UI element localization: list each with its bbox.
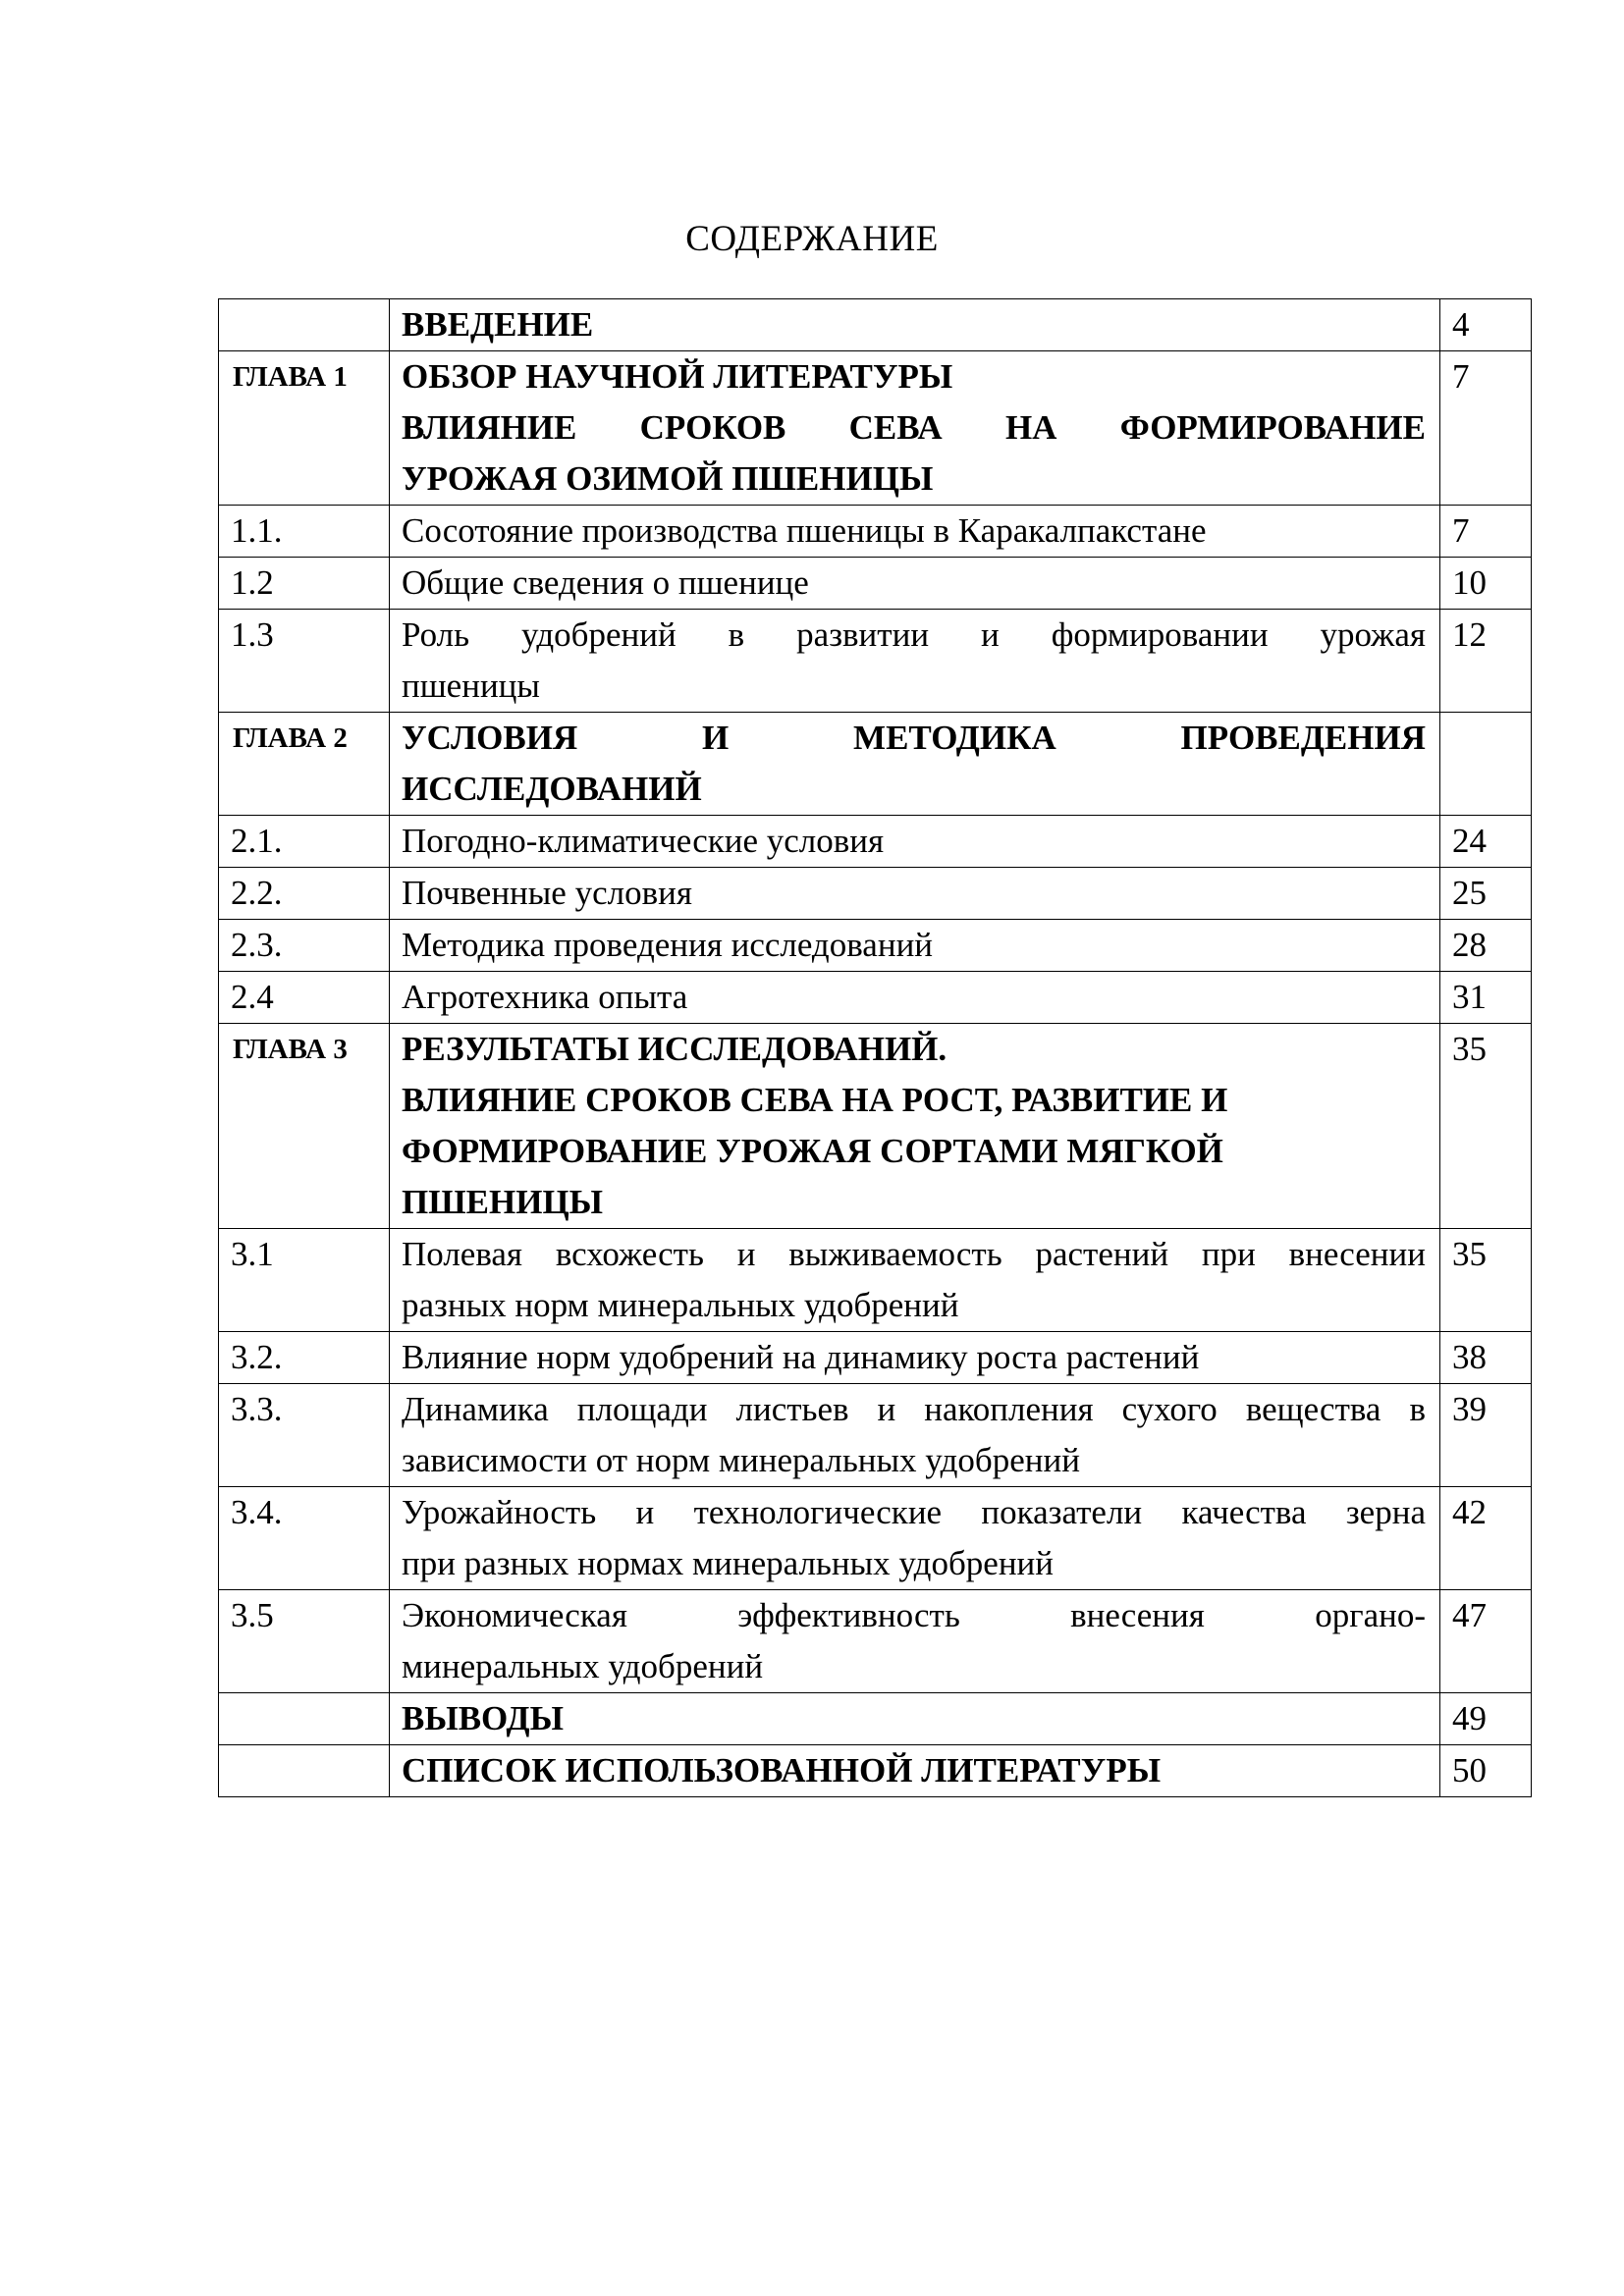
toc-row	[219, 558, 1532, 610]
toc-row-page: 10	[1440, 558, 1532, 610]
toc-row-number: 1.1.	[219, 506, 390, 558]
toc-row	[219, 1693, 1532, 1745]
toc-row	[219, 972, 1532, 1024]
toc-row-title	[390, 558, 1440, 610]
toc-row	[219, 1745, 1532, 1797]
toc-title-line: ВЛИЯНИЕ СРОКОВ СЕВА НА РОСТ, РАЗВИТИЕ И	[402, 1081, 1228, 1119]
toc-title-line: минеральных удобрений	[402, 1647, 764, 1685]
page-title: СОДЕРЖАНИЕ	[685, 219, 939, 259]
toc-row-number: 3.2.	[219, 1332, 390, 1384]
toc-row-page: 49	[1440, 1693, 1532, 1745]
toc-title-line: УСЛОВИЯ И МЕТОДИКА ПРОВЕДЕНИЯ	[402, 719, 1426, 757]
toc-row-title	[390, 1590, 1440, 1693]
toc-title-line: Почвенные условия	[402, 874, 692, 912]
toc-title-line: СПИСОК ИСПОЛЬЗОВАННОЙ ЛИТЕРАТУРЫ	[402, 1751, 1162, 1789]
toc-row-number: 1.3	[219, 610, 390, 713]
toc-title-line: Общие сведения о пшенице	[402, 563, 809, 602]
toc-title-line: Экономическая эффективность внесения органо-	[402, 1596, 1426, 1634]
toc-row-title	[390, 1745, 1440, 1797]
toc-row-title	[390, 1487, 1440, 1590]
toc-title-line: пшеницы	[402, 667, 540, 705]
toc-title-line: Роль удобрений в развитии и формировании урожая	[402, 615, 1426, 654]
toc-row-title	[390, 868, 1440, 920]
toc-row-page: 25	[1440, 868, 1532, 920]
toc-row-title	[390, 1384, 1440, 1487]
toc-title-line: Агротехника опыта	[402, 978, 688, 1016]
toc-title-line: Методика проведения исследований	[402, 926, 934, 964]
toc-row	[219, 1229, 1532, 1332]
toc-title-line: Погодно-климатические условия	[402, 822, 885, 860]
toc-row	[219, 1332, 1532, 1384]
toc-row-number: 3.3.	[219, 1384, 390, 1487]
toc-title-line: ОБЗОР НАУЧНОЙ ЛИТЕРАТУРЫ	[402, 357, 953, 396]
toc-title-line: ВЫВОДЫ	[402, 1699, 564, 1737]
toc-row	[219, 351, 1532, 506]
toc-row	[219, 299, 1532, 351]
toc-row-page: 42	[1440, 1487, 1532, 1590]
toc-table	[218, 298, 1532, 1797]
toc-row-number: ГЛАВА 1	[219, 351, 390, 506]
toc-row	[219, 1024, 1532, 1229]
toc-title-line: разных норм минеральных удобрений	[402, 1286, 959, 1324]
toc-row-page: 35	[1440, 1229, 1532, 1332]
toc-row	[219, 868, 1532, 920]
toc-title-line: Урожайность и технологические показатели качества зерна	[402, 1493, 1426, 1531]
toc-row-number: ГЛАВА 2	[219, 713, 390, 816]
toc-title-line: РЕЗУЛЬТАТЫ ИССЛЕДОВАНИЙ.	[402, 1030, 947, 1068]
toc-row-page: 50	[1440, 1745, 1532, 1797]
toc-row-title	[390, 1693, 1440, 1745]
toc-row-number: 3.5	[219, 1590, 390, 1693]
toc-row-page	[1440, 713, 1532, 816]
toc-row-number	[219, 299, 390, 351]
toc-row-page: 35	[1440, 1024, 1532, 1229]
toc-row-number: ГЛАВА 3	[219, 1024, 390, 1229]
toc-row	[219, 1590, 1532, 1693]
toc-row	[219, 1384, 1532, 1487]
toc-row-title	[390, 506, 1440, 558]
toc-title-line: ВВЕДЕНИЕ	[402, 305, 594, 344]
toc-row-page: 12	[1440, 610, 1532, 713]
toc-row-title	[390, 816, 1440, 868]
toc-row-number: 2.1.	[219, 816, 390, 868]
toc-row-title	[390, 1229, 1440, 1332]
toc-title-line: Динамика площади листьев и накопления сухого вещества в	[402, 1390, 1426, 1428]
toc-row-number: 2.2.	[219, 868, 390, 920]
toc-row-page: 39	[1440, 1384, 1532, 1487]
toc-row-title	[390, 713, 1440, 816]
toc-row-page: 24	[1440, 816, 1532, 868]
toc-row-title	[390, 351, 1440, 506]
toc-row-number	[219, 1745, 390, 1797]
toc-row-title	[390, 920, 1440, 972]
toc-row-number: 2.3.	[219, 920, 390, 972]
toc-title-line: Сосотояние производства пшеницы в Каракалпакстане	[402, 511, 1207, 550]
toc-row	[219, 713, 1532, 816]
toc-row	[219, 920, 1532, 972]
toc-title-line: УРОЖАЯ ОЗИМОЙ ПШЕНИЦЫ	[402, 459, 934, 498]
toc-row-title	[390, 1332, 1440, 1384]
toc-row	[219, 506, 1532, 558]
toc-body	[219, 299, 1532, 1797]
toc-title-line: Полевая всхожесть и выживаемость растений при внесении	[402, 1235, 1426, 1273]
toc-row-number: 1.2	[219, 558, 390, 610]
toc-title-line: ФОРМИРОВАНИЕ УРОЖАЯ СОРТАМИ МЯГКОЙ	[402, 1132, 1223, 1170]
toc-title-line: ВЛИЯНИЕ СРОКОВ СЕВА НА ФОРМИРОВАНИЕ	[402, 408, 1426, 447]
toc-title-line: при разных нормах минеральных удобрений	[402, 1544, 1055, 1582]
toc-row-number	[219, 1693, 390, 1745]
toc-row-title	[390, 1024, 1440, 1229]
toc-title-line: ПШЕНИЦЫ	[402, 1183, 604, 1221]
toc-row-page: 31	[1440, 972, 1532, 1024]
toc-title-line: зависимости от норм минеральных удобрений	[402, 1441, 1080, 1479]
toc-row-title	[390, 610, 1440, 713]
toc-row	[219, 816, 1532, 868]
toc-row-title	[390, 299, 1440, 351]
toc-row-number: 3.1	[219, 1229, 390, 1332]
toc-row-title	[390, 972, 1440, 1024]
toc-row-page: 7	[1440, 351, 1532, 506]
toc-row-page: 38	[1440, 1332, 1532, 1384]
toc-row-number: 3.4.	[219, 1487, 390, 1590]
toc-row-page: 7	[1440, 506, 1532, 558]
toc-title-line: ИССЛЕДОВАНИЙ	[402, 770, 702, 808]
toc-row	[219, 610, 1532, 713]
toc-row-page: 28	[1440, 920, 1532, 972]
toc-row	[219, 1487, 1532, 1590]
toc-row-page: 4	[1440, 299, 1532, 351]
toc-title-line: Влияние норм удобрений на динамику роста растений	[402, 1338, 1200, 1376]
toc-row-number: 2.4	[219, 972, 390, 1024]
toc-row-page: 47	[1440, 1590, 1532, 1693]
